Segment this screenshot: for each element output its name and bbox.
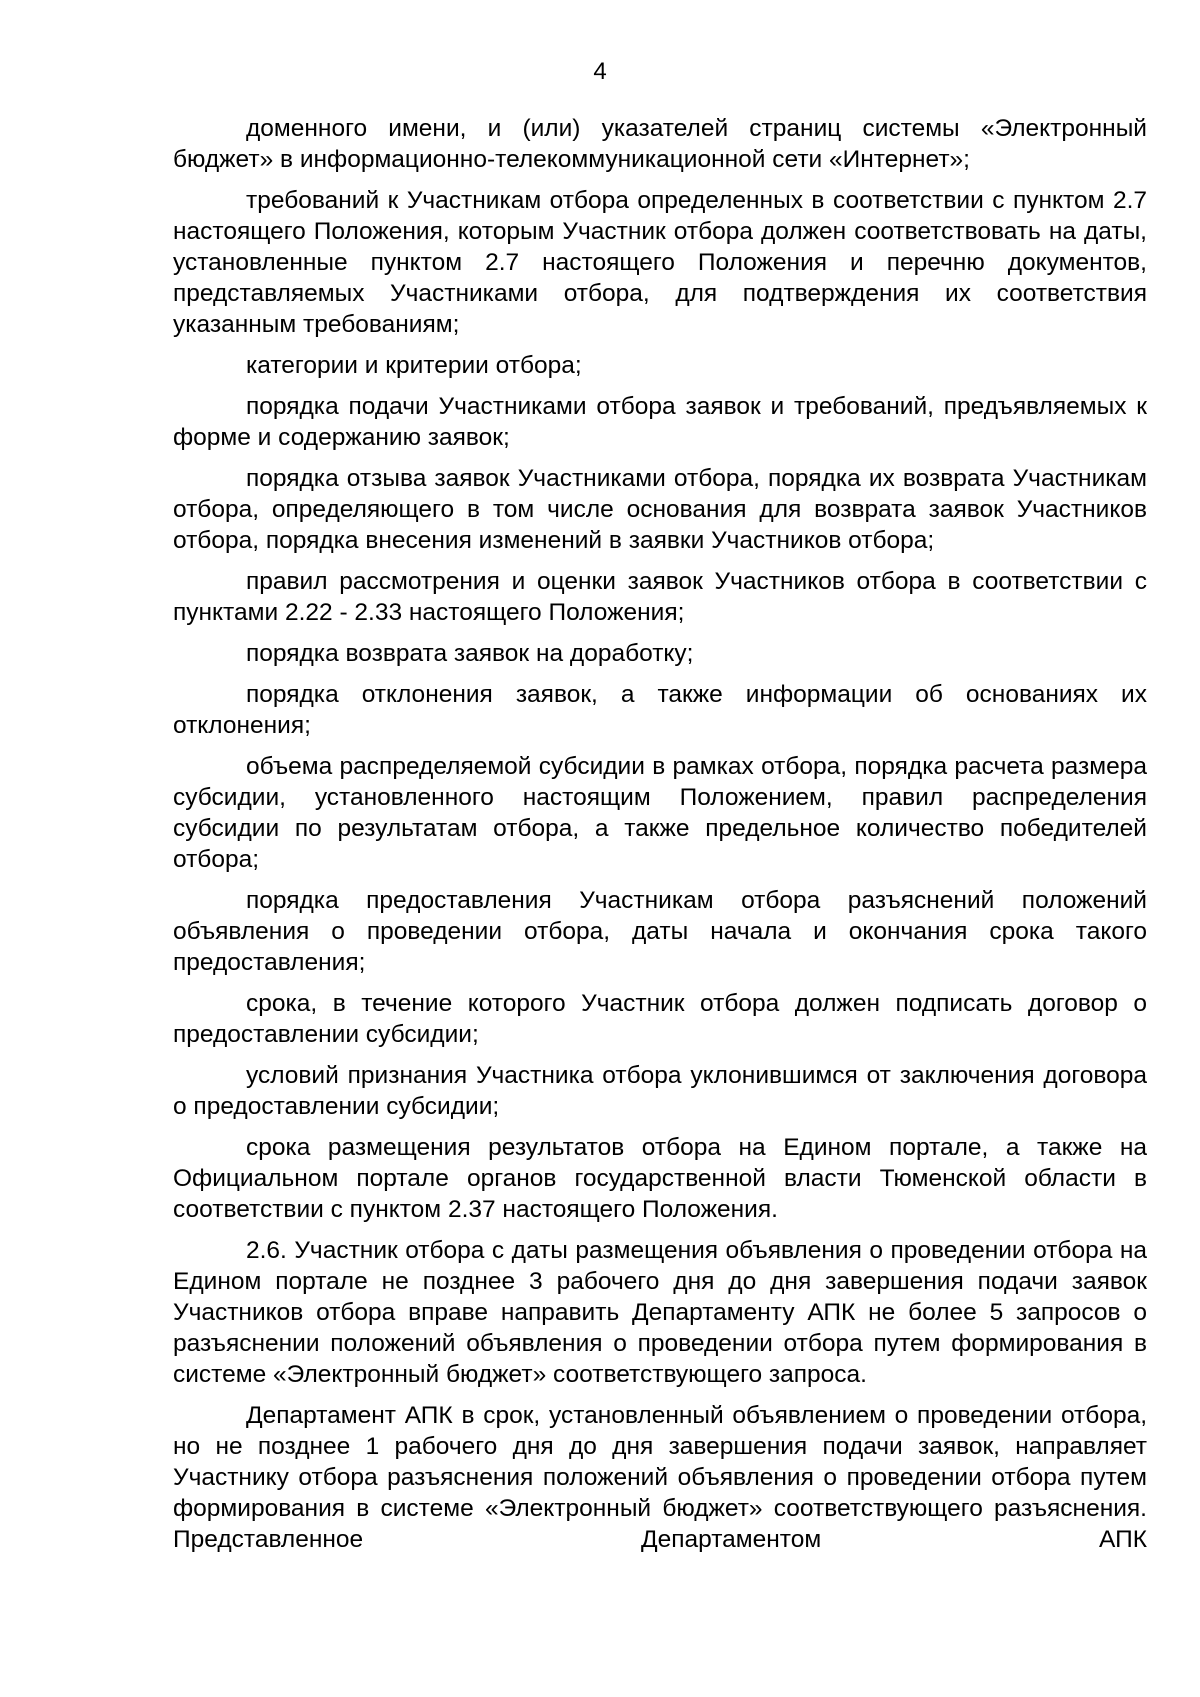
paragraph-evasion-conditions: условий признания Участника отбора уклонившимся от заключения договора о предоставлении субсидии; <box>173 1062 1147 1120</box>
paragraph-return-for-revision: порядка возврата заявок на доработку; <box>246 640 694 667</box>
document-body <box>173 113 1147 1565</box>
paragraph-rejection-order: порядка отклонения заявок, а также информации об основаниях их отклонения; <box>173 681 1147 739</box>
page-number: 4 <box>593 58 607 85</box>
paragraph-subsidy-volume: объема распределяемой субсидии в рамках отбора, порядка расчета размера субсидии, установленного настоящим Положением, правил распределения субсидии по результатам отбора, а также предельное количество победителей отбора; <box>173 753 1147 873</box>
paragraph-evaluation-rules: правил рассмотрения и оценки заявок Участников отбора в соответствии с пунктами 2.22 - 2.33 настоящего Положения; <box>173 568 1147 626</box>
paragraph-categories: категории и критерии отбора; <box>246 352 582 379</box>
paragraph-requirements: требований к Участникам отбора определенных в соответствии с пунктом 2.7 настоящего Положения, которым Участник отбора должен соответствовать на даты, установленные пунктом 2.7 настоящего Положения и перечню документов, представляемых Участниками отбора, для подтверждения их соответствия указанным требованиям; <box>173 187 1147 338</box>
paragraph-withdrawal-order: порядка отзыва заявок Участниками отбора, порядка их возврата Участникам отбора, определяющего в том числе основания для возврата заявок Участников отбора, порядка внесения изменений в заявки Участников отбора; <box>173 465 1147 554</box>
paragraph-clarifications: порядка предоставления Участникам отбора разъяснений положений объявления о проведении отбора, даты начала и окончания срока такого предоставления; <box>173 887 1147 976</box>
paragraph-results-publication: срока размещения результатов отбора на Едином портале, а также на Официальном портале органов государственной власти Тюменской области в соответствии с пунктом 2.37 настоящего Положения. <box>173 1134 1147 1223</box>
paragraph-clause-2-6: 2.6. Участник отбора с даты размещения объявления о проведении отбора на Едином портале не позднее 3 рабочего дня до дня завершения подачи заявок Участников отбора вправе направить Департаменту АПК не более 5 запросов о разъяснении положений объявления о проведении отбора путем формирования в системе «Электронный бюджет» соответствующего запроса. <box>173 1237 1147 1388</box>
paragraph-submission-order: порядка подачи Участниками отбора заявок и требований, предъявляемых к форме и содержанию заявок; <box>173 393 1147 451</box>
paragraph-department-response: Департамент АПК в срок, установленный объявлением о проведении отбора, но не позднее 1 рабочего дня до дня завершения подачи заявок, направляет Участнику отбора разъяснения положений объявления о проведении отбора путем формирования в системе «Электронный бюджет» соответствующего разъяснения. Представленное Департаментом АПК <box>173 1402 1147 1553</box>
paragraph-domain-name: доменного имени, и (или) указателей страниц системы «Электронный бюджет» в информационно-телекоммуникационной сети «Интернет»; <box>173 115 1147 173</box>
paragraph-signing-term: срока, в течение которого Участник отбора должен подписать договор о предоставлении субсидии; <box>173 990 1147 1048</box>
